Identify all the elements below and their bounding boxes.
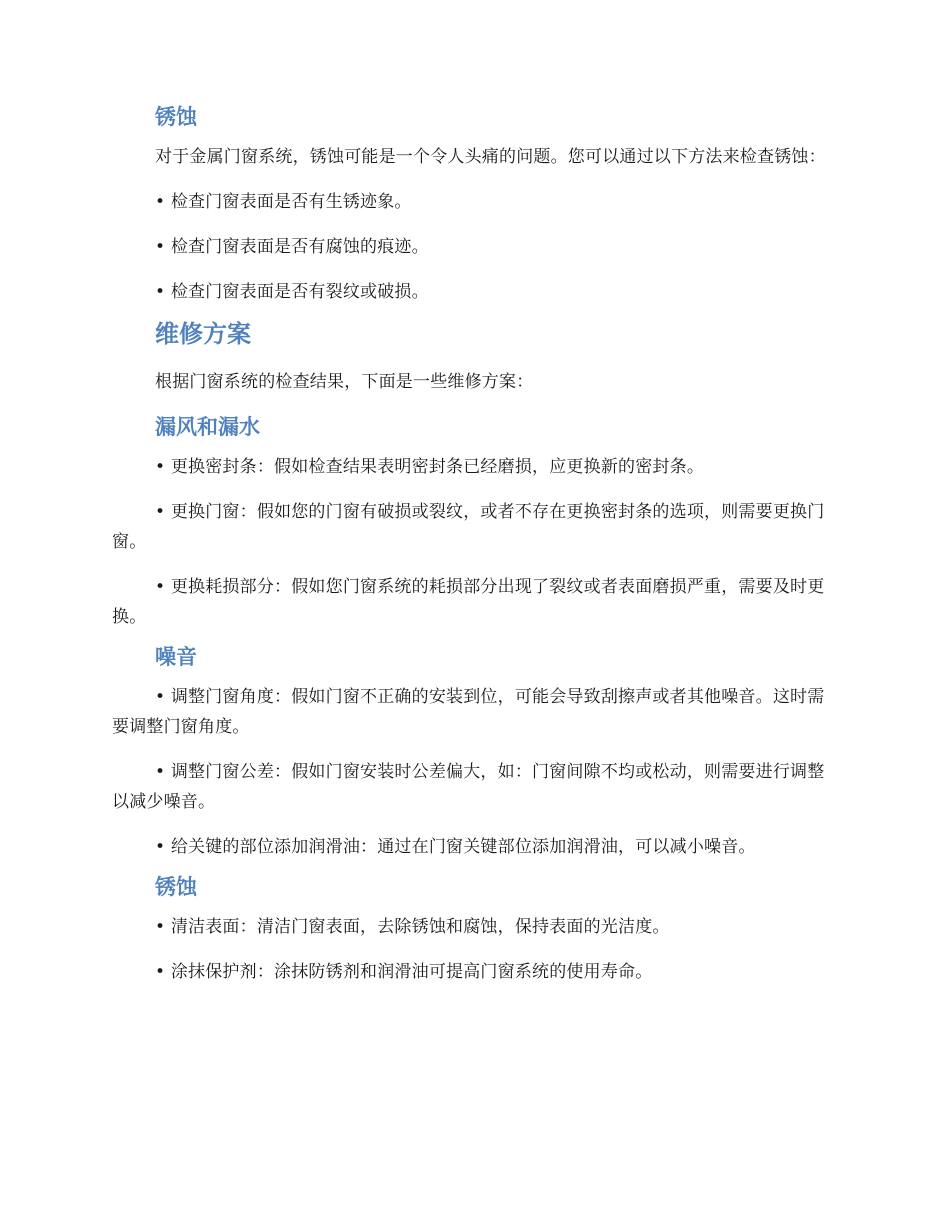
section-heading-repair-plan: 维修方案 [155, 320, 251, 348]
bullet-item: • 检查门窗表面是否有腐蚀的痕迹。 [155, 237, 429, 257]
bullet-item: • 更换耗损部分：假如您门窗系统的耗损部分出现了裂纹或者表面磨损严重，需要及时更换。 [112, 577, 825, 627]
bullet-item: • 检查门窗表面是否有裂纹或破损。 [155, 282, 429, 302]
paragraph: 对于金属门窗系统，锈蚀可能是一个令人头痛的问题。您可以通过以下方法来检查锈蚀： [155, 147, 826, 167]
bullet-item: • 调整门窗角度：假如门窗不正确的安装到位，可能会导致刮擦声或者其他噪音。这时需要调整门窗角度。 [112, 687, 825, 737]
section-heading-rust-repair: 锈蚀 [155, 875, 197, 899]
bullet-item: • 更换门窗：假如您的门窗有破损或裂纹，或者不存在更换密封条的选项，则需要更换门窗。 [112, 502, 825, 552]
bullet-item: • 涂抹保护剂：涂抹防锈剂和润滑油可提高门窗系统的使用寿命。 [155, 962, 653, 982]
document-page [112, 102, 840, 987]
bullet-item: • 给关键的部位添加润滑油：通过在门窗关键部位添加润滑油，可以减小噪音。 [155, 837, 756, 857]
section-heading-leaks: 漏风和漏水 [155, 415, 260, 439]
bullet-item: • 更换密封条：假如检查结果表明密封条已经磨损，应更换新的密封条。 [155, 457, 705, 477]
section-heading-noise: 噪音 [155, 645, 197, 669]
bullet-item: • 检查门窗表面是否有生锈迹象。 [155, 192, 412, 212]
section-heading-rust: 锈蚀 [155, 105, 197, 129]
bullet-item: • 调整门窗公差：假如门窗安装时公差偏大，如：门窗间隙不均或松动，则需要进行调整以减少噪音。 [112, 762, 825, 812]
paragraph: 根据门窗系统的检查结果，下面是一些维修方案： [155, 372, 534, 392]
bullet-item: • 清洁表面：清洁门窗表面，去除锈蚀和腐蚀，保持表面的光洁度。 [155, 917, 670, 937]
